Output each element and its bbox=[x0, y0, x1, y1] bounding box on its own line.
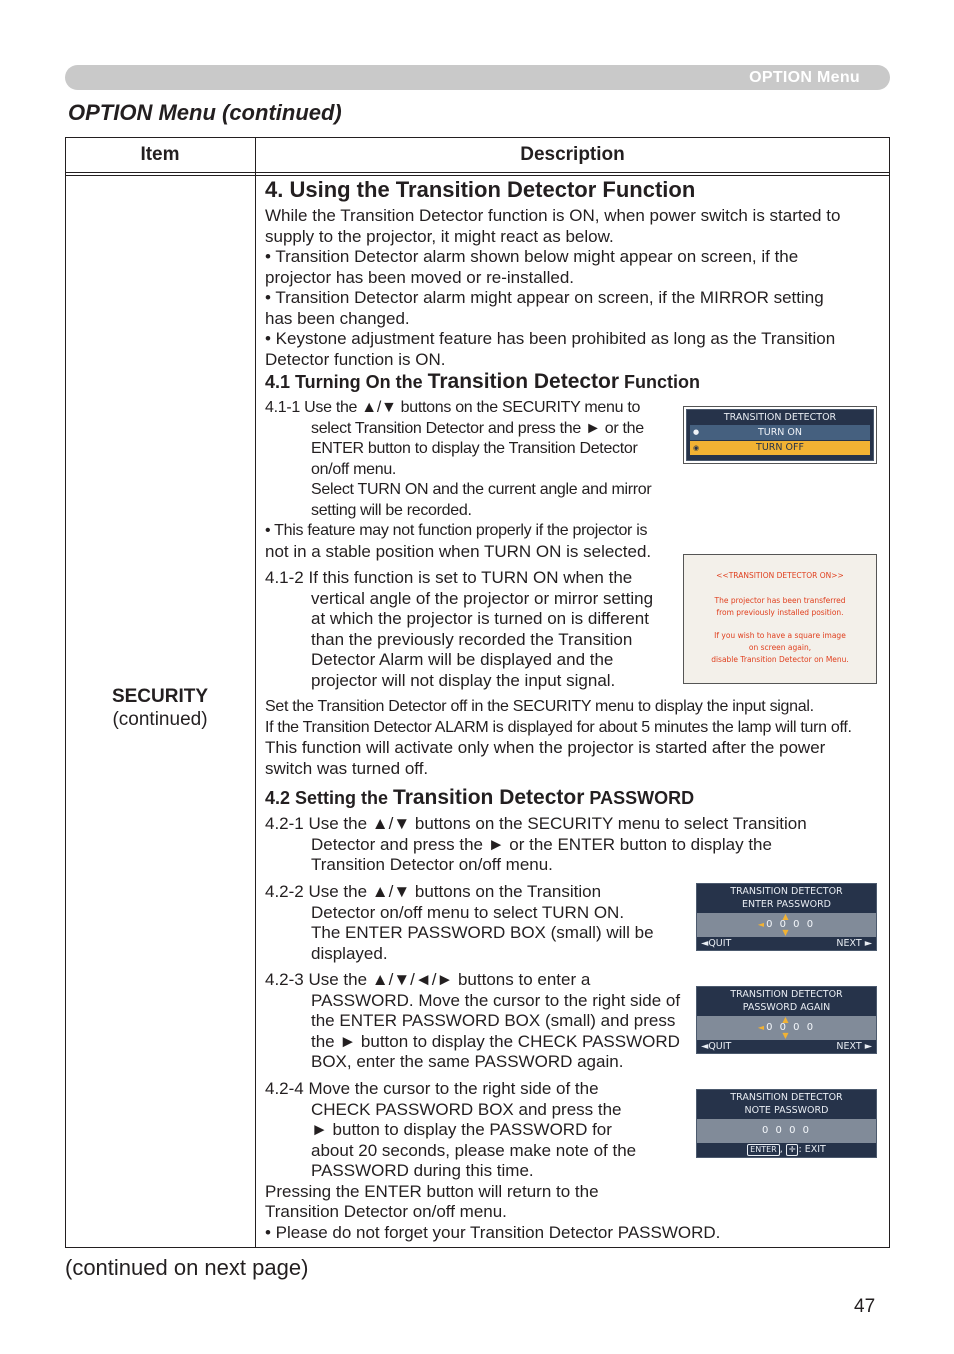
column-divider bbox=[255, 137, 256, 1248]
osd-option-turn-on[interactable] bbox=[690, 425, 870, 440]
password-again-screen bbox=[696, 986, 877, 1054]
text-line: The ENTER PASSWORD BOX (small) will be bbox=[311, 923, 654, 942]
caret-left-icon: ◄ bbox=[757, 920, 767, 929]
step-4-2-2 bbox=[265, 882, 654, 964]
quit-label: QUIT bbox=[708, 938, 732, 949]
heading-part: Transition Detector bbox=[427, 370, 620, 393]
next-button[interactable]: NEXT ► bbox=[836, 1041, 872, 1052]
text-line: 4.2-3 Use the ▲/▼/◄/► buttons to enter a bbox=[265, 970, 591, 989]
text-line: • Transition Detector alarm might appear on screen, if the MIRROR setting bbox=[265, 288, 824, 307]
radio-icon: ● bbox=[693, 428, 700, 436]
enter-key-icon[interactable]: ENTER bbox=[747, 1144, 780, 1156]
text-line: Detector function is ON. bbox=[265, 349, 446, 369]
intro-paragraph bbox=[265, 206, 840, 370]
text-line: about 20 seconds, please make note of the bbox=[311, 1140, 637, 1160]
page-number: 47 bbox=[854, 1296, 876, 1317]
password-digits: 0 0 0 0 bbox=[766, 1022, 816, 1033]
column-header-description: Description bbox=[520, 144, 625, 165]
step-4-1-2 bbox=[265, 568, 653, 691]
header-section-label: OPTION Menu bbox=[749, 69, 860, 86]
text-line: select Transition Detector and press the ► or the bbox=[311, 419, 644, 437]
text-line: • Transition Detector alarm shown below might appear on screen, if the bbox=[265, 247, 799, 266]
step-4-2-4 bbox=[265, 1079, 720, 1243]
exit-label: : EXIT bbox=[798, 1144, 826, 1155]
text-line: • Please do not forget your Transition Detector PASSWORD. bbox=[265, 1222, 721, 1242]
text-line: displayed. bbox=[311, 943, 388, 963]
text-line: 4.2-2 Use the ▲/▼ buttons on the Transition bbox=[265, 882, 602, 901]
text-line: Transition Detector on/off menu. bbox=[265, 1202, 507, 1221]
text-line: CHECK PASSWORD BOX and press the bbox=[311, 1099, 622, 1119]
heading-part: 4.1 Turning On the bbox=[265, 372, 428, 392]
caret-left-icon: ◄ bbox=[757, 1023, 767, 1032]
after-step-4-1-2 bbox=[265, 697, 852, 779]
password-digits-box[interactable] bbox=[697, 913, 876, 937]
text-line: If the Transition Detector ALARM is displayed for about 5 minutes the lamp will turn off. bbox=[265, 718, 852, 736]
osd-option-turn-off[interactable] bbox=[690, 441, 870, 455]
text-line: Pressing the ENTER button will return to the bbox=[265, 1181, 599, 1201]
text-line: • This feature may not function properly if the projector is bbox=[265, 522, 648, 539]
osd-title bbox=[697, 1090, 876, 1119]
osd-menu bbox=[686, 409, 874, 461]
text-line: Detector on/off menu to select TURN ON. bbox=[311, 902, 625, 922]
alarm-line: The projector has been transferred bbox=[714, 596, 846, 605]
text-line: has been changed. bbox=[265, 308, 410, 328]
text-line: on/off menu. bbox=[311, 460, 397, 478]
item-note: (continued) bbox=[112, 709, 208, 730]
quit-button[interactable]: ◄QUIT bbox=[701, 1041, 732, 1052]
alarm-line: disable Transition Detector on Menu. bbox=[711, 655, 849, 664]
osd-option-label: TURN ON bbox=[757, 427, 803, 438]
next-label: NEXT bbox=[836, 1041, 862, 1052]
text-line: at which the projector is turned on is different bbox=[311, 609, 649, 628]
alarm-line: from previously installed position. bbox=[716, 608, 844, 617]
text-line: PASSWORD. Move the cursor to the right side of bbox=[311, 990, 681, 1010]
text-line: 4.1-2 If this function is set to TURN ON when the bbox=[265, 568, 633, 587]
text-line: supply to the projector, it might react as below. bbox=[265, 226, 614, 246]
text-line: Detector Alarm will be displayed and the bbox=[311, 650, 614, 669]
password-digits-box[interactable] bbox=[697, 1016, 876, 1040]
osd-option-label: TURN OFF bbox=[756, 442, 804, 453]
text-line: projector will not display the input signal. bbox=[311, 670, 616, 690]
heading-part: Function bbox=[619, 372, 701, 392]
note-password-screen bbox=[696, 1089, 877, 1158]
heading-part: 4.2 Setting the bbox=[265, 788, 394, 808]
next-button[interactable]: NEXT ► bbox=[836, 938, 872, 949]
text-line: not in a stable position when TURN ON is selected. bbox=[265, 541, 652, 561]
text-line: the ENTER PASSWORD BOX (small) and press bbox=[311, 1011, 676, 1030]
header-bar bbox=[65, 65, 890, 90]
quit-button[interactable]: ◄QUIT bbox=[701, 938, 732, 949]
subsection-4-2-heading bbox=[265, 786, 694, 810]
text-line: 4.2-4 Move the cursor to the right side of the bbox=[265, 1079, 599, 1098]
osd-title bbox=[697, 987, 876, 1016]
caret-down-icon: ▼ bbox=[782, 928, 791, 937]
section-4-heading: 4. Using the Transition Detector Function bbox=[265, 177, 696, 202]
text-line: the ► button to display the CHECK PASSWORD bbox=[311, 1031, 680, 1051]
text-line: ► button to display the PASSWORD for bbox=[311, 1120, 612, 1139]
heading-part: Transition Detector bbox=[393, 786, 585, 809]
header-divider bbox=[65, 172, 890, 173]
osd-title-line: TRANSITION DETECTOR bbox=[730, 886, 843, 897]
text-line: BOX, enter the same PASSWORD again. bbox=[311, 1052, 624, 1071]
note-stable-position bbox=[265, 521, 651, 562]
password-digits-box bbox=[697, 1119, 876, 1143]
caret-up-icon: ▲ bbox=[782, 1015, 791, 1024]
step-4-2-3 bbox=[265, 970, 680, 1073]
text-line: PASSWORD during this time. bbox=[311, 1161, 534, 1180]
osd-title-line: ENTER PASSWORD bbox=[741, 899, 831, 910]
text-line: switch was turned off. bbox=[265, 758, 429, 778]
password-digits: 0 0 0 0 bbox=[766, 919, 816, 930]
column-header-item: Item bbox=[140, 144, 180, 165]
text-line: setting will be recorded. bbox=[311, 501, 472, 519]
osd-footer bbox=[697, 1040, 876, 1054]
radio-selected-icon: ◉ bbox=[693, 444, 700, 452]
alarm-line: on screen again, bbox=[748, 643, 812, 652]
caret-down-icon: ▼ bbox=[782, 1031, 791, 1040]
alarm-line: <<TRANSITION DETECTOR ON>> bbox=[716, 571, 844, 580]
quit-label: QUIT bbox=[708, 1041, 732, 1052]
transition-alarm-screen bbox=[683, 554, 877, 684]
page-title: OPTION Menu (continued) bbox=[68, 100, 342, 125]
enter-password-screen bbox=[696, 883, 877, 951]
text-line: vertical angle of the projector or mirror setting bbox=[311, 588, 654, 608]
heading-part: PASSWORD bbox=[584, 788, 695, 808]
osd-footer bbox=[697, 937, 876, 951]
item-name: SECURITY bbox=[111, 686, 209, 707]
osd-menu-title: TRANSITION DETECTOR bbox=[723, 412, 837, 423]
text-line: projector has been moved or re-installed. bbox=[265, 267, 574, 287]
osd-title bbox=[697, 884, 876, 913]
text-line: 4.1-1 Use the ▲/▼ buttons on the SECURITY menu to bbox=[265, 399, 641, 416]
text-line: Set the Transition Detector off in the SECURITY menu to display the input signal. bbox=[265, 698, 814, 715]
header-divider-double bbox=[65, 175, 890, 176]
text-line: than the previously recorded the Transition bbox=[311, 629, 633, 649]
osd-title-line: PASSWORD AGAIN bbox=[742, 1002, 831, 1013]
osd-title-line: NOTE PASSWORD bbox=[744, 1105, 829, 1116]
text-line: Detector and press the ► or the ENTER button to display the bbox=[311, 834, 772, 854]
step-4-2-1 bbox=[265, 814, 807, 876]
text-line: Select TURN ON and the current angle and mirror bbox=[311, 481, 652, 498]
item-cell bbox=[65, 685, 255, 731]
continued-note: (continued on next page) bbox=[65, 1255, 309, 1280]
caret-up-icon: ▲ bbox=[782, 912, 791, 921]
text-line: This function will activate only when the projector is started after the power bbox=[265, 738, 826, 757]
password-digits: 0 0 0 0 bbox=[762, 1125, 811, 1136]
dpad-icon: ✛ bbox=[786, 1144, 799, 1156]
transition-detector-menu-screen bbox=[683, 406, 877, 464]
osd-title-line: TRANSITION DETECTOR bbox=[730, 1092, 843, 1103]
osd-footer: ENTER , ✛ : EXIT bbox=[697, 1143, 876, 1157]
subsection-4-1-heading bbox=[265, 370, 700, 394]
text-line: 4.2-1 Use the ▲/▼ buttons on the SECURITY menu to select Transition bbox=[265, 814, 807, 833]
text-line: ENTER button to display the Transition Detector bbox=[311, 440, 638, 457]
alarm-line: If you wish to have a square image bbox=[714, 631, 846, 640]
text-line: Transition Detector on/off menu. bbox=[311, 855, 553, 874]
text-line: • Keystone adjustment feature has been prohibited as long as the Transition bbox=[265, 329, 836, 348]
step-4-1-1 bbox=[265, 398, 651, 521]
next-label: NEXT bbox=[836, 938, 862, 949]
text-line: While the Transition Detector function is ON, when power switch is started to bbox=[265, 206, 841, 225]
osd-title-line: TRANSITION DETECTOR bbox=[730, 989, 843, 1000]
